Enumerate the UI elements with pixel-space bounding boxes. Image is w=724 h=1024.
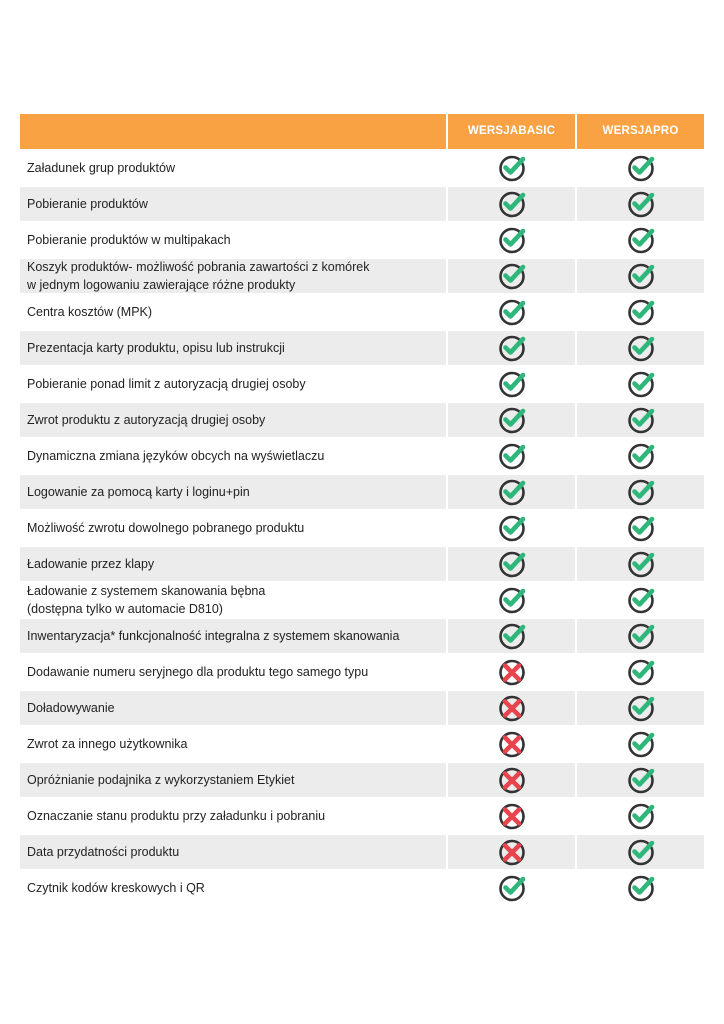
feature-label: Możliwość zwrotu dowolnego pobranego produktu [27, 520, 305, 535]
basic-status [448, 727, 575, 762]
check-icon [497, 153, 527, 183]
check-icon [497, 873, 527, 903]
table-row [20, 367, 704, 402]
check-icon [497, 621, 527, 651]
check-icon [626, 585, 656, 615]
check-icon [626, 513, 656, 543]
pro-status [577, 871, 704, 906]
check-icon [497, 225, 527, 255]
table-body [20, 151, 704, 906]
table-row [20, 439, 704, 474]
header-label-cell [20, 114, 446, 149]
feature-label: Pobieranie produktów [20, 187, 446, 222]
feature-label: Data przydatności produktu [20, 835, 446, 870]
basic-status [448, 331, 575, 366]
cross-icon [497, 729, 527, 759]
table-row [20, 403, 704, 438]
cross-icon [497, 837, 527, 867]
pro-status [577, 547, 704, 582]
check-icon [626, 369, 656, 399]
feature-label: Zwrot za innego użytkownika [27, 736, 188, 751]
feature-label: Ładowanie przez klapy [20, 547, 446, 582]
pro-status [577, 295, 704, 330]
table-row [20, 691, 704, 726]
table-row [20, 835, 704, 870]
pro-status [577, 475, 704, 510]
pro-status [577, 331, 704, 366]
table-row [20, 331, 704, 366]
check-icon [626, 729, 656, 759]
pro-status [577, 403, 704, 438]
check-icon [626, 657, 656, 687]
check-icon [626, 621, 656, 651]
check-icon [626, 477, 656, 507]
basic-status [448, 799, 575, 834]
table-row [20, 511, 704, 546]
pro-status [577, 187, 704, 222]
table-row [20, 187, 704, 222]
basic-status [448, 871, 575, 906]
check-icon [626, 693, 656, 723]
basic-status [448, 583, 575, 618]
cross-icon [497, 765, 527, 795]
pro-status [577, 799, 704, 834]
check-icon [626, 837, 656, 867]
check-icon [626, 405, 656, 435]
check-icon [497, 369, 527, 399]
table-row [20, 763, 704, 798]
cross-icon [497, 693, 527, 723]
check-icon [626, 873, 656, 903]
feature-label: Koszyk produktów- możliwość pobrania zawartości z komórek w jednym logowaniu zawierające różne produkty [20, 259, 446, 294]
table-row [20, 583, 704, 618]
pro-status [577, 511, 704, 546]
header-basic [448, 114, 575, 149]
pro-status [577, 763, 704, 798]
pro-status [577, 835, 704, 870]
pro-status [577, 583, 704, 618]
feature-label: Logowanie za pomocą karty i loginu+pin [20, 475, 446, 510]
basic-status [448, 511, 575, 546]
feature-label: Inwentaryzacja* funkcjonalność integralna z systemem skanowania [20, 619, 446, 654]
header-basic-line1: WERSJA [467, 124, 519, 137]
basic-status [448, 295, 575, 330]
basic-status [448, 367, 575, 402]
basic-status [448, 187, 575, 222]
feature-label: Centra kosztów (MPK) [27, 304, 153, 319]
basic-status [448, 763, 575, 798]
table-row [20, 799, 704, 834]
check-icon [497, 549, 527, 579]
header-pro-line2: PRO [652, 124, 679, 137]
basic-status [448, 223, 575, 258]
table-row [20, 295, 704, 330]
basic-status [448, 655, 575, 690]
feature-label: Czytnik kodów kreskowych i QR [27, 880, 205, 895]
comparison-table [20, 114, 704, 907]
feature-label: Zwrot produktu z autoryzacją drugiej osoby [20, 403, 446, 438]
table-row [20, 871, 704, 906]
basic-status [448, 619, 575, 654]
check-icon [497, 297, 527, 327]
table-row [20, 223, 704, 258]
table-row [20, 727, 704, 762]
feature-label: Dodawanie numeru seryjnego dla produktu tego samego typu [27, 664, 369, 679]
header-basic-line2: BASIC [518, 124, 556, 137]
pro-status [577, 655, 704, 690]
check-icon [626, 189, 656, 219]
check-icon [626, 297, 656, 327]
feature-label: Pobieranie ponad limit z autoryzacją drugiej osoby [27, 376, 306, 391]
check-icon [497, 261, 527, 291]
basic-status [448, 403, 575, 438]
check-icon [626, 225, 656, 255]
pro-status [577, 691, 704, 726]
check-icon [626, 153, 656, 183]
basic-status [448, 259, 575, 294]
header-pro-line1: WERSJA [602, 124, 653, 137]
header-pro [577, 114, 704, 149]
basic-status [448, 835, 575, 870]
cross-icon [497, 801, 527, 831]
basic-status [448, 547, 575, 582]
table-row [20, 619, 704, 654]
pro-status [577, 367, 704, 402]
feature-label: Opróżnianie podajnika z wykorzystaniem Etykiet [20, 763, 446, 798]
check-icon [626, 441, 656, 471]
feature-label: Oznaczanie stanu produktu przy załadunku i pobraniu [27, 808, 326, 823]
pro-status [577, 223, 704, 258]
check-icon [497, 333, 527, 363]
check-icon [626, 549, 656, 579]
table-row [20, 655, 704, 690]
table-row [20, 259, 704, 294]
table-header [20, 114, 704, 149]
check-icon [497, 477, 527, 507]
basic-status [448, 475, 575, 510]
pro-status [577, 151, 704, 186]
check-icon [497, 513, 527, 543]
check-icon [497, 189, 527, 219]
feature-label: Załadunek grup produktów [27, 160, 176, 175]
pro-status [577, 259, 704, 294]
basic-status [448, 691, 575, 726]
check-icon [497, 405, 527, 435]
check-icon [497, 585, 527, 615]
feature-label: Dynamiczna zmiana języków obcych na wyświetlaczu [27, 448, 325, 463]
table-row [20, 475, 704, 510]
check-icon [497, 441, 527, 471]
basic-status [448, 439, 575, 474]
feature-label: Pobieranie produktów w multipakach [27, 232, 231, 247]
feature-label: Doładowywanie [20, 691, 446, 726]
feature-label: Ładowanie z systemem skanowania bębna (dostępna tylko w automacie D810) [27, 583, 266, 616]
check-icon [626, 261, 656, 291]
check-icon [626, 333, 656, 363]
table-row [20, 547, 704, 582]
feature-label: Prezentacja karty produktu, opisu lub instrukcji [20, 331, 446, 366]
check-icon [626, 801, 656, 831]
basic-status [448, 151, 575, 186]
pro-status [577, 619, 704, 654]
pro-status [577, 439, 704, 474]
cross-icon [497, 657, 527, 687]
table-row [20, 151, 704, 186]
check-icon [626, 765, 656, 795]
pro-status [577, 727, 704, 762]
